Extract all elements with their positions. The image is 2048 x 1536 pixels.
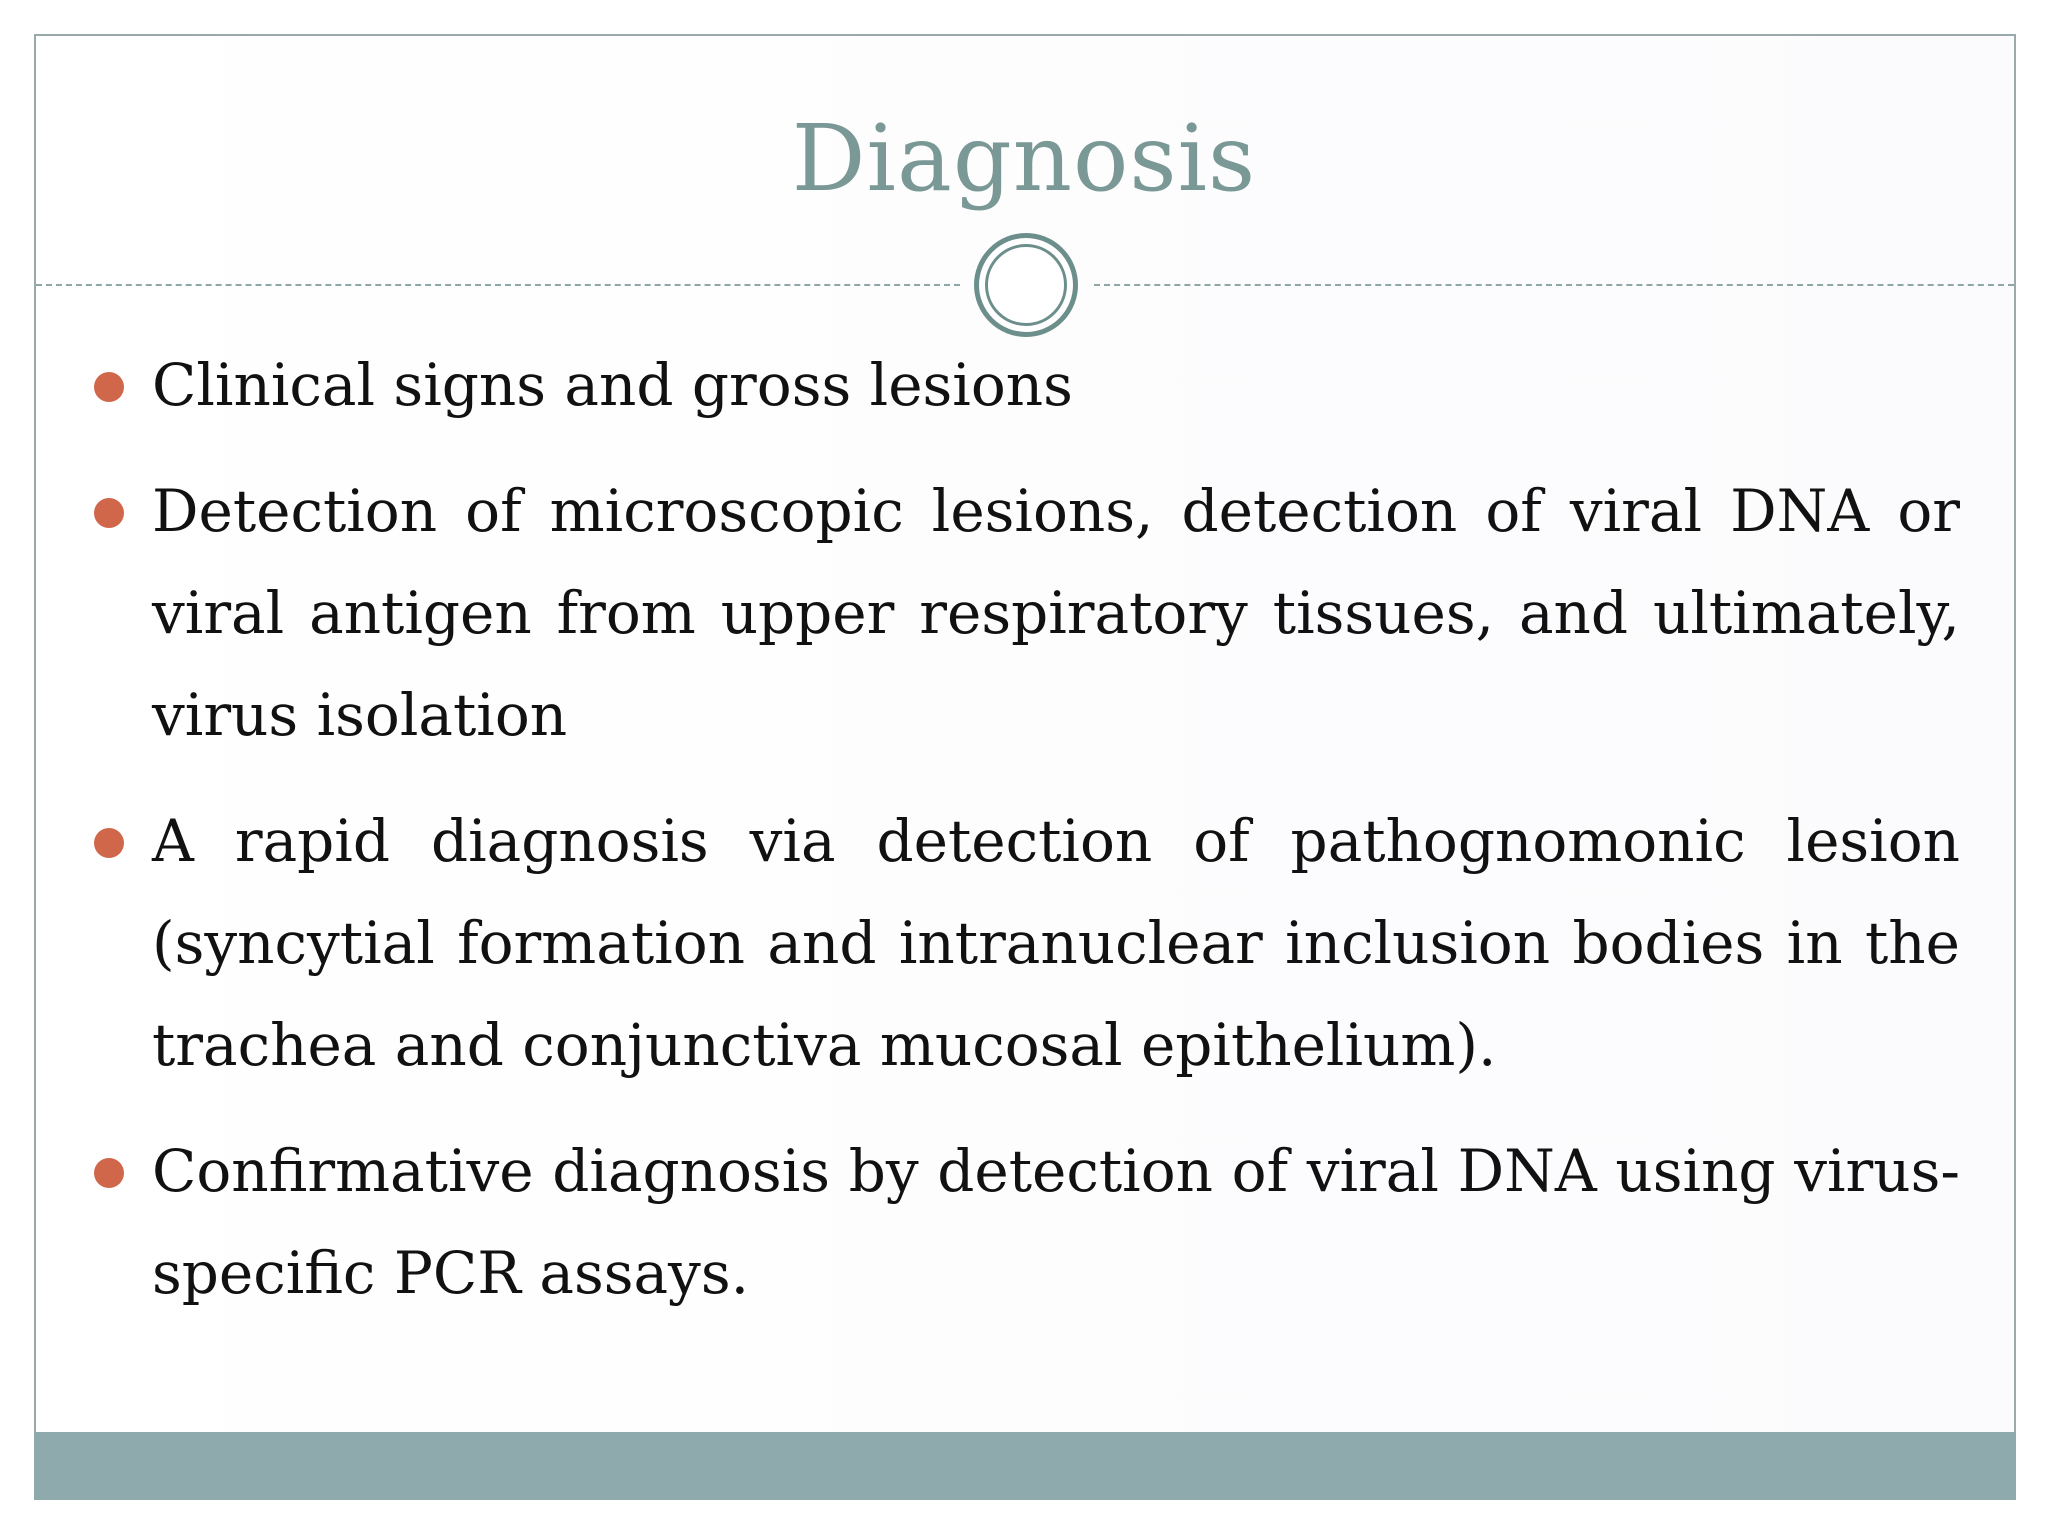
- bullet-item: [92, 1120, 1960, 1324]
- bullet-text: Confirmative diagnosis by detection of viral DNA using virus-specific PCR assays.: [152, 1137, 1960, 1307]
- bullet-text: A rapid diagnosis via detection of pathognomonic lesion (syncytial formation and intranuclear inclusion bodies in the trachea and conjunctiva mucosal epithelium).: [152, 807, 1960, 1079]
- bullet-item: [92, 334, 1960, 436]
- bullet-text: Clinical signs and gross lesions: [152, 351, 1073, 419]
- bullet-list: [92, 334, 1960, 1348]
- title-divider-right: [1094, 284, 2014, 286]
- bullet-dot-icon: [94, 498, 124, 528]
- bullet-item: [92, 790, 1960, 1096]
- bullet-text: Detection of microscopic lesions, detection of viral DNA or viral antigen from upper respiratory tissues, and ultimately, virus isolation: [152, 477, 1960, 749]
- slide-title: Diagnosis: [791, 105, 1257, 212]
- title-divider-left: [36, 284, 960, 286]
- bullet-dot-icon: [94, 1158, 124, 1188]
- divider-ring-ornament: [974, 233, 1078, 337]
- bullet-item: [92, 460, 1960, 766]
- bullet-dot-icon: [94, 828, 124, 858]
- bullet-dot-icon: [94, 372, 124, 402]
- footer-accent-bar: [34, 1432, 2016, 1500]
